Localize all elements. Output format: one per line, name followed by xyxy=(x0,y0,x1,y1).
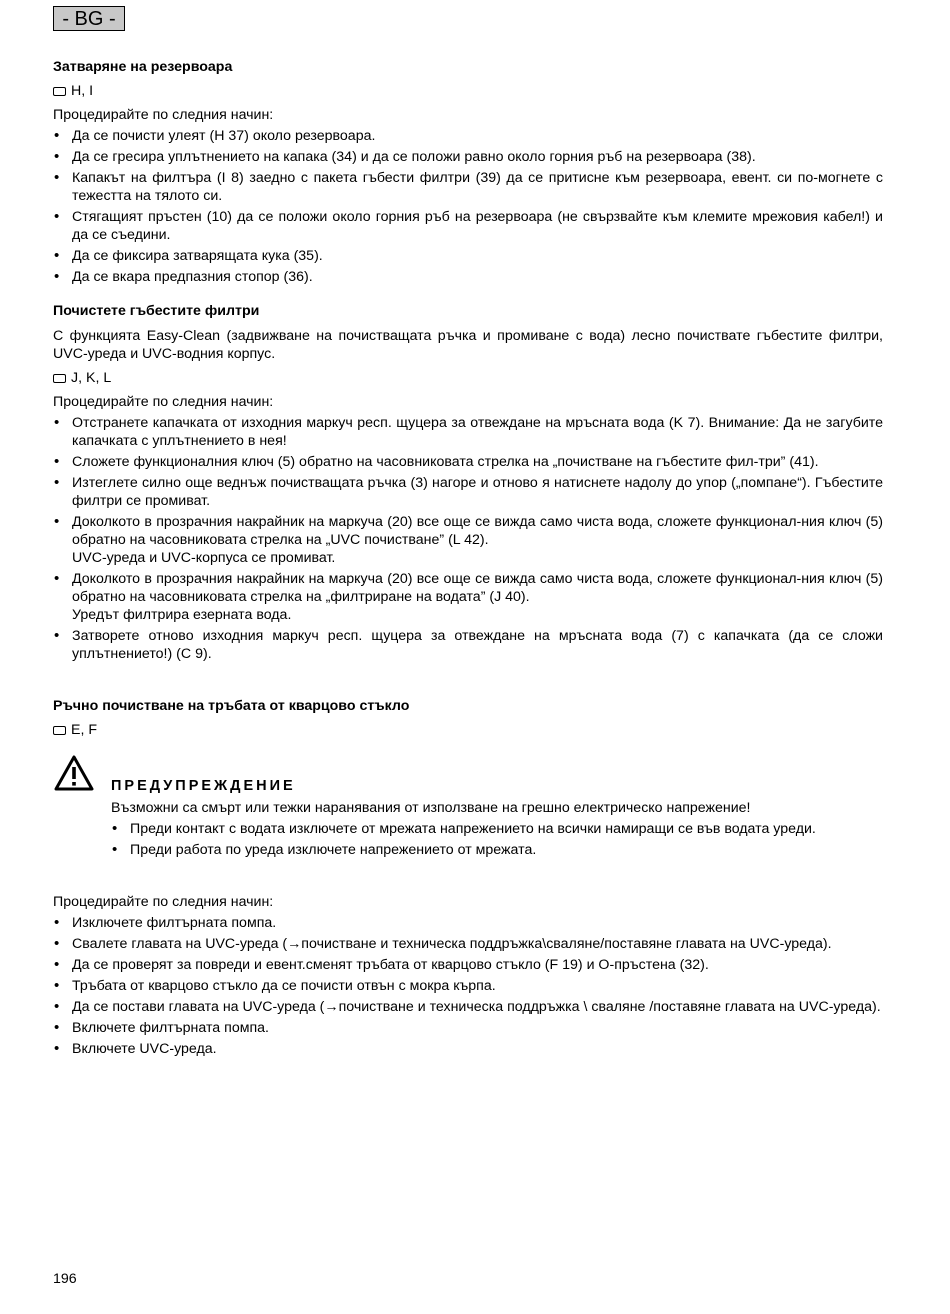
list-item: • Сложете функционалния ключ (5) обратно на часовниковата стрелка на „почистване на гъбестите фил-три” (41). xyxy=(53,453,883,471)
book-icon xyxy=(53,87,66,96)
list-item: • Да се вкара предпазния стопор (36). xyxy=(53,268,883,286)
figure-ref: E, F xyxy=(53,721,883,739)
section-heading: Затваряне на резервоара xyxy=(53,59,233,75)
list-item: • Свалете главата на UVC-уреда (→почистване и техническа поддръжка\сваляне/поставяне главата на UVC-уреда). xyxy=(53,935,883,953)
section-heading: Почистете гъбестите филтри xyxy=(53,303,260,319)
list-item: • Доколкото в прозрачния накрайник на маркуча (20) все още се вижда само чиста вода, сложете функционал-ния ключ (5) обратно на часовниковата стрелка на „филтриране на водата” (J 40). Уредът филтрира езерната вода. xyxy=(53,570,883,624)
list-item: • Да се фиксира затварящата кука (35). xyxy=(53,247,883,265)
list-item: • Да се гресира уплътнението на капака (34) и да се положи равно около горния ръб на резервоара (38). xyxy=(53,148,883,166)
section-quartz xyxy=(53,697,883,739)
intro-text: Процедирайте по следния начин: xyxy=(53,107,274,123)
steps-list xyxy=(53,914,883,1058)
book-icon xyxy=(53,726,66,735)
list-item: • Доколкото в прозрачния накрайник на маркуча (20) все още се вижда само чиста вода, сложете функционал-ния ключ (5) обратно на часовниковата стрелка на „UVC почистване” (L 42). UVC-уреда и UVC-корпуса се промиват. xyxy=(53,513,883,567)
list-item: • Да се почисти улеят (H 37) около резервоара. xyxy=(53,127,883,145)
section-quartz-steps xyxy=(53,893,883,1061)
section-closing xyxy=(53,58,883,289)
list-item: • Стягащият пръстен (10) да се положи около горния ръб на резервоара (не свързвайте към клемите мрежовия кабел!) и да се съедини. xyxy=(53,208,883,244)
warning-text: Възможни са смърт или тежки наранявания от използване на грешно електрическо напрежение! xyxy=(111,800,751,816)
list-item: • Да се проверят за повреди и евент.сменят тръбата от кварцово стъкло (F 19) и O-пръстена (32). xyxy=(53,956,883,974)
list-item: • Капакът на филтъра (I 8) заедно с пакета гъбести филтри (39) да се притисне към резервоара, евент. си по-могнете с тежестта на тялото си. xyxy=(53,169,883,205)
description: С функцията Easy-Clean (задвижване на почистващата ръчка и промиване с вода) лесно почиствате гъбестите филтри, UVC-уреда и UVC-водния корпус. xyxy=(53,328,883,362)
warning-block xyxy=(111,777,851,862)
section-clean-filters xyxy=(53,302,883,666)
intro-text: Процедирайте по следния начин: xyxy=(53,394,274,410)
language-badge: - BG - xyxy=(53,6,125,31)
steps-list xyxy=(53,414,883,663)
list-item: • Отстранете капачката от изходния маркуч респ. щуцера за отвеждане на мръсната вода (K 7). Внимание: Да не загубите капачката с уплътнението в нея! xyxy=(53,414,883,450)
list-item: • Да се постави главата на UVC-уреда (→почистване и техническа поддръжка \ сваляне /поставяне главата на UVC-уреда). xyxy=(53,998,883,1016)
figure-ref: J, K, L xyxy=(53,369,883,387)
section-heading: Ръчно почистване на тръбата от кварцово стъкло xyxy=(53,698,410,714)
warning-title: ПРЕДУПРЕЖДЕНИЕ xyxy=(111,778,296,794)
list-item: • Изключете филтърната помпа. xyxy=(53,914,883,932)
list-item: • Включете филтърната помпа. xyxy=(53,1019,883,1037)
warning-list xyxy=(111,820,846,859)
list-item: • Преди контакт с водата изключете от мрежата напрежението на всички намиращи се във водата уреди. xyxy=(111,820,846,838)
figure-ref: H, I xyxy=(53,82,883,100)
warning-triangle-icon xyxy=(53,754,95,792)
steps-list xyxy=(53,127,883,286)
list-item: • Изтеглете силно още веднъж почистващата ръчка (3) нагоре и отново я натиснете надолу до упор („помпане“). Гъбестите филтри се промиват. xyxy=(53,474,883,510)
list-item: • Преди работа по уреда изключете напрежението от мрежата. xyxy=(111,841,846,859)
book-icon xyxy=(53,374,66,383)
list-item: • Включете UVC-уреда. xyxy=(53,1040,883,1058)
list-item: • Затворете отново изходния маркуч респ. щуцера за отвеждане на мръсната вода (7) с капачката (да се сложи уплътнението!) (C 9). xyxy=(53,627,883,663)
page-number: 196 xyxy=(53,1271,77,1287)
list-item: • Тръбата от кварцово стъкло да се почисти отвън с мокра кърпа. xyxy=(53,977,883,995)
intro-text: Процедирайте по следния начин: xyxy=(53,894,274,910)
